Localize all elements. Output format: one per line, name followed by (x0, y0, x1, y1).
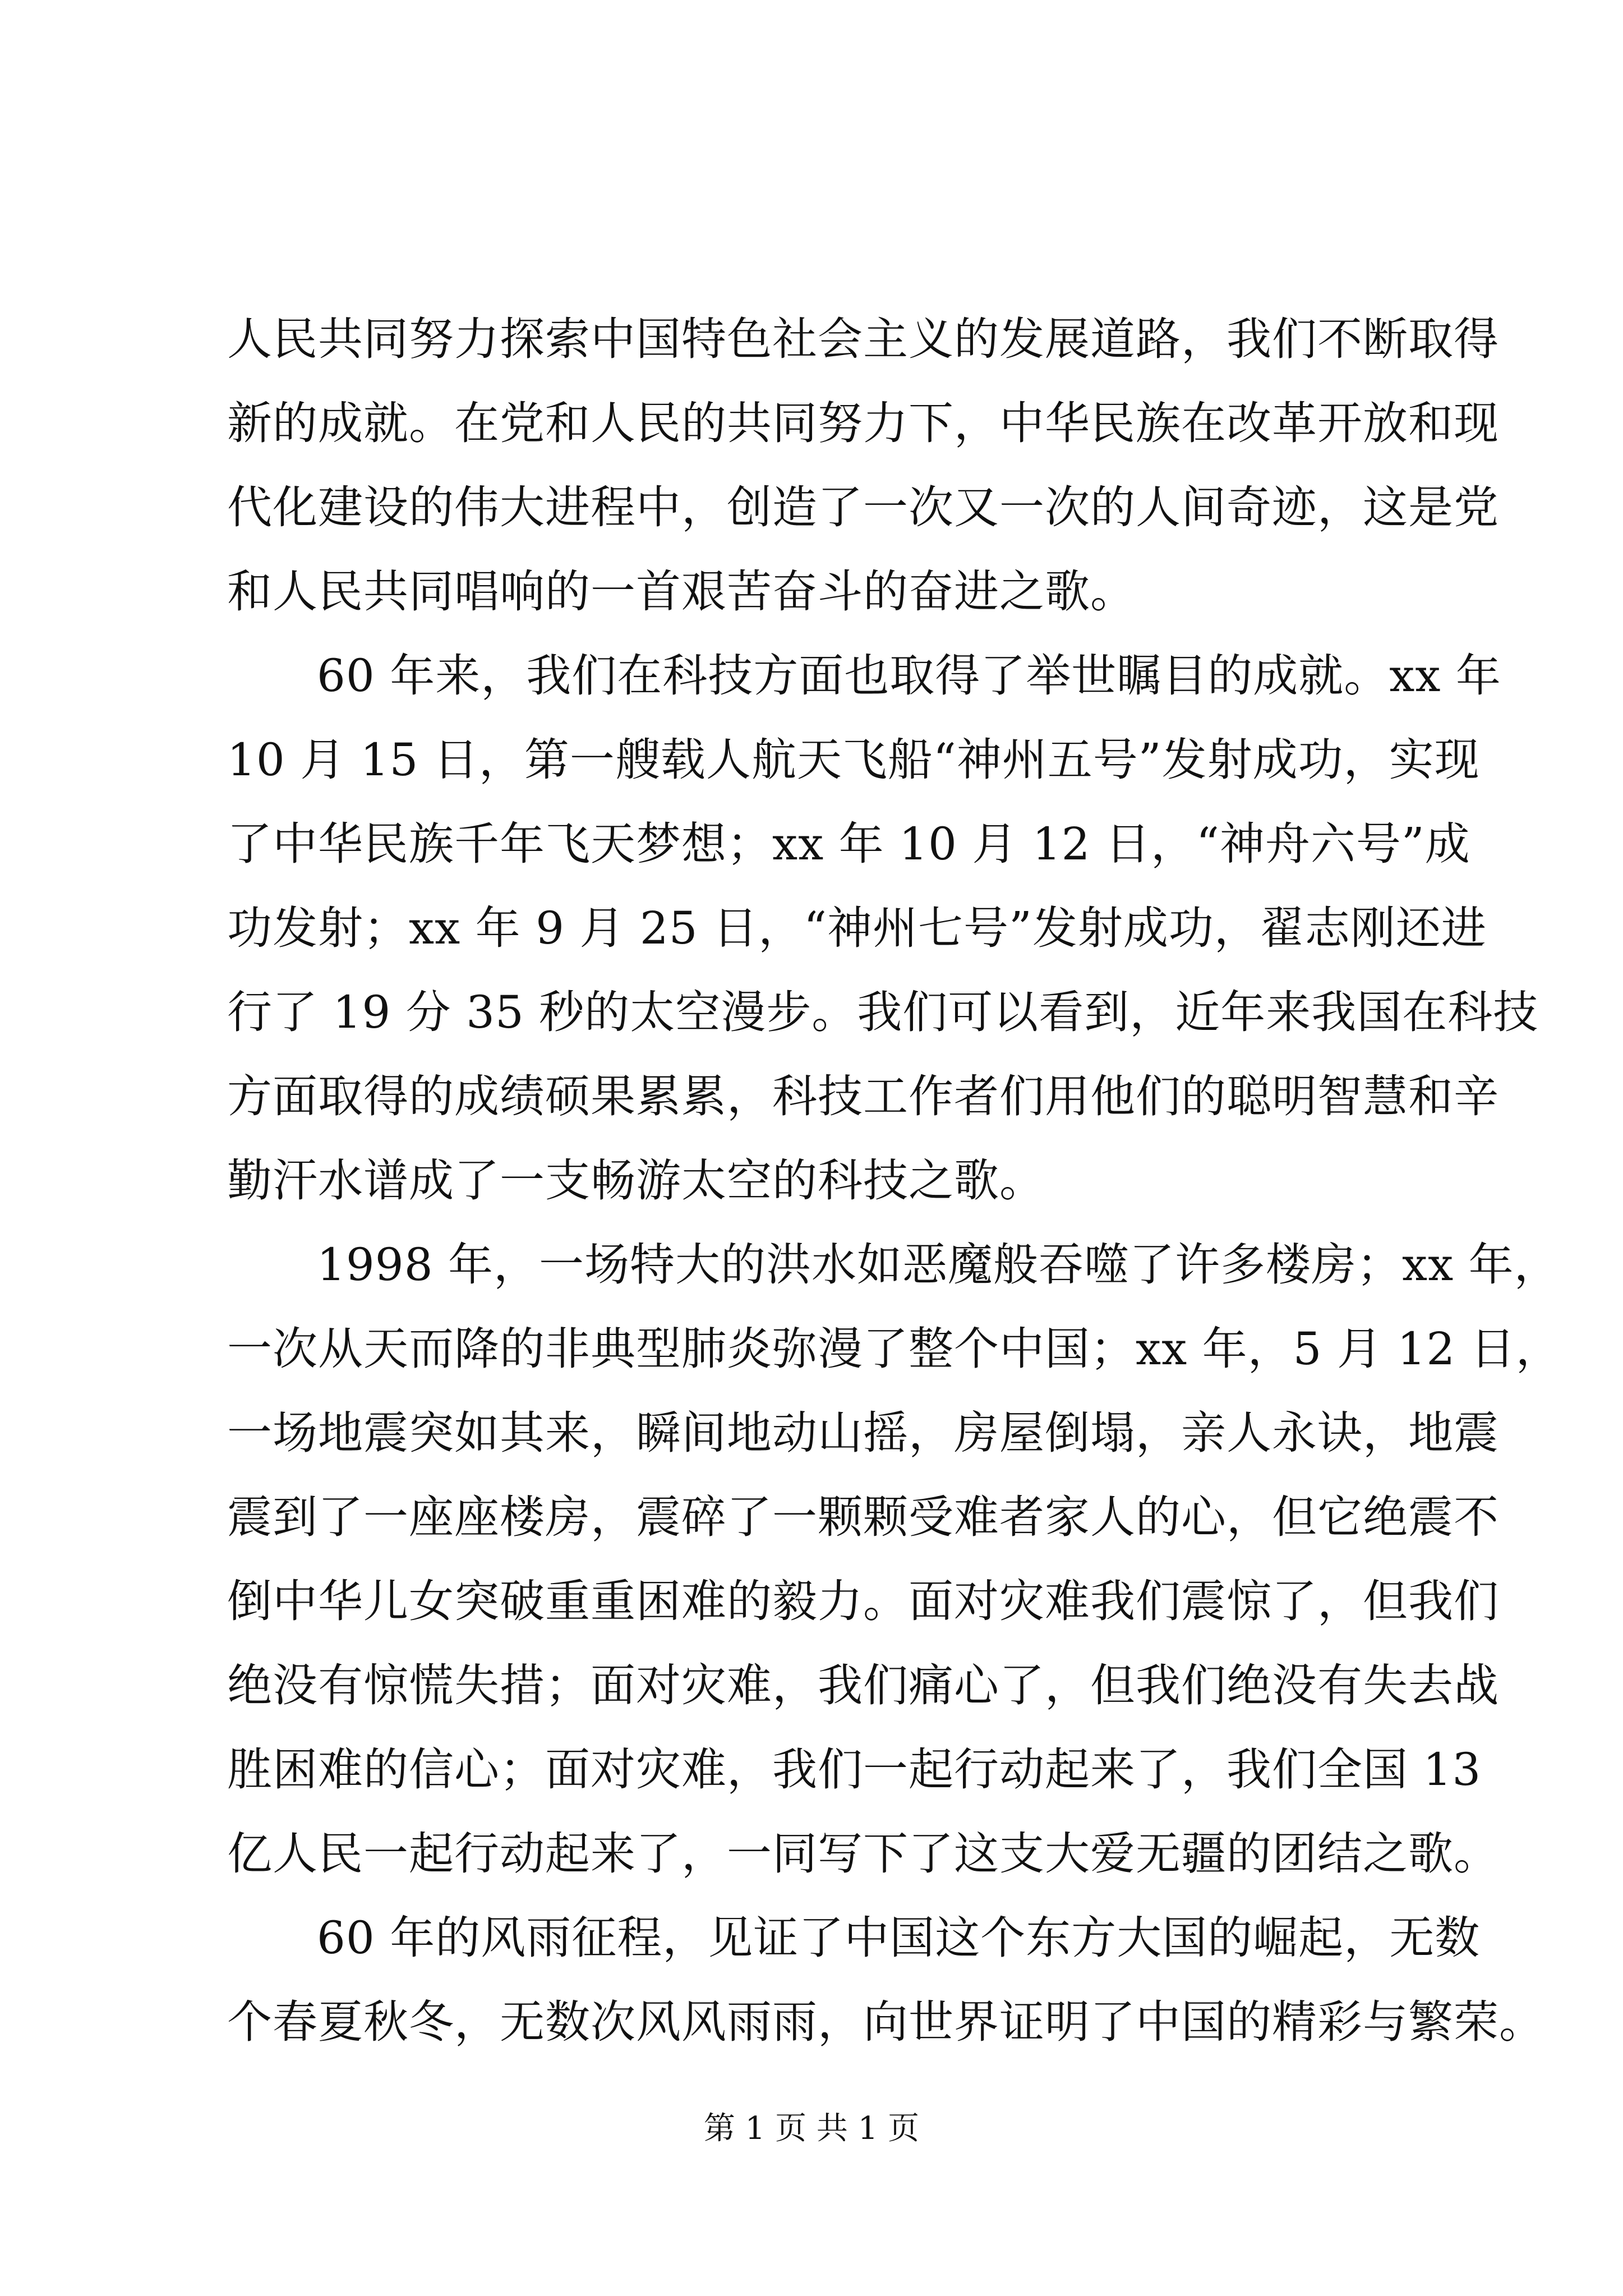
paragraph-2-line-1: 60 年来，我们在科技方面也取得了举世瞩目的成就。xx 年 (317, 650, 1501, 702)
paragraph-1-line-1: 人民共同努力探索中国特色社会主义的发展道路，我们不断取得 (227, 313, 1499, 365)
paragraph-3-line-7: 胜困难的信心；面对灾难，我们一起行动起来了，我们全国 13 (227, 1743, 1482, 1796)
paragraph-2-line-2: 10 月 15 日，第一艘载人航天飞船“神州五号”发射成功，实现 (227, 734, 1480, 786)
paragraph-1-line-3: 代化建设的伟大进程中，创造了一次又一次的人间奇迹，这是党 (227, 481, 1499, 533)
paragraph-1-line-2: 新的成就。在党和人民的共同努力下，中华民族在改革开放和现 (227, 397, 1499, 449)
paragraph-3-line-5: 倒中华儿女突破重重困难的毅力。面对灾难我们震惊了，但我们 (227, 1575, 1499, 1627)
paragraph-3-line-1: 1998 年，一场特大的洪水如恶魔般吞噬了许多楼房；xx 年， (317, 1239, 1560, 1291)
paragraph-3-line-3: 一场地震突如其来，瞬间地动山摇，房屋倒塌，亲人永诀，地震 (227, 1407, 1499, 1459)
paragraph-1-line-4: 和人民共同唱响的一首艰苦奋斗的奋进之歌。 (227, 565, 1136, 618)
page-footer (0, 2109, 1623, 2148)
paragraph-3-line-8: 亿人民一起行动起来了，一同写下了这支大爱无疆的团结之歌。 (227, 1828, 1499, 1880)
paragraph-2-line-6: 方面取得的成绩硕果累累，科技工作者们用他们的聪明智慧和辛 (227, 1070, 1499, 1122)
paragraph-3-line-4: 震到了一座座楼房，震碎了一颗颗受难者家人的心，但它绝震不 (227, 1491, 1499, 1543)
paragraph-3-line-6: 绝没有惊慌失措；面对灾难，我们痛心了，但我们绝没有失去战 (227, 1659, 1499, 1711)
paragraph-4-line-2: 个春夏秋冬，无数次风风雨雨，向世界证明了中国的精彩与繁荣。 (227, 1996, 1544, 2048)
paragraph-2-line-3: 了中华民族千年飞天梦想；xx 年 10 月 12 日，“神舟六号”成 (227, 818, 1470, 870)
page-number-label: 第 1 页 共 1 页 (703, 2110, 920, 2147)
paragraph-4-line-1: 60 年的风雨征程，见证了中国这个东方大国的崛起，无数 (317, 1912, 1481, 1964)
paragraph-2-line-4: 功发射；xx 年 9 月 25 日，“神州七号”发射成功，翟志刚还进 (227, 902, 1487, 954)
paragraph-3-line-2: 一次从天而降的非典型肺炎弥漫了整个中国；xx 年，5 月 12 日， (227, 1323, 1561, 1375)
paragraph-2-line-5: 行了 19 分 35 秒的太空漫步。我们可以看到，近年来我国在科技 (227, 986, 1539, 1038)
document-body (227, 297, 1561, 2064)
paragraph-2-line-7: 勤汗水谱成了一支畅游太空的科技之歌。 (227, 1154, 1045, 1207)
